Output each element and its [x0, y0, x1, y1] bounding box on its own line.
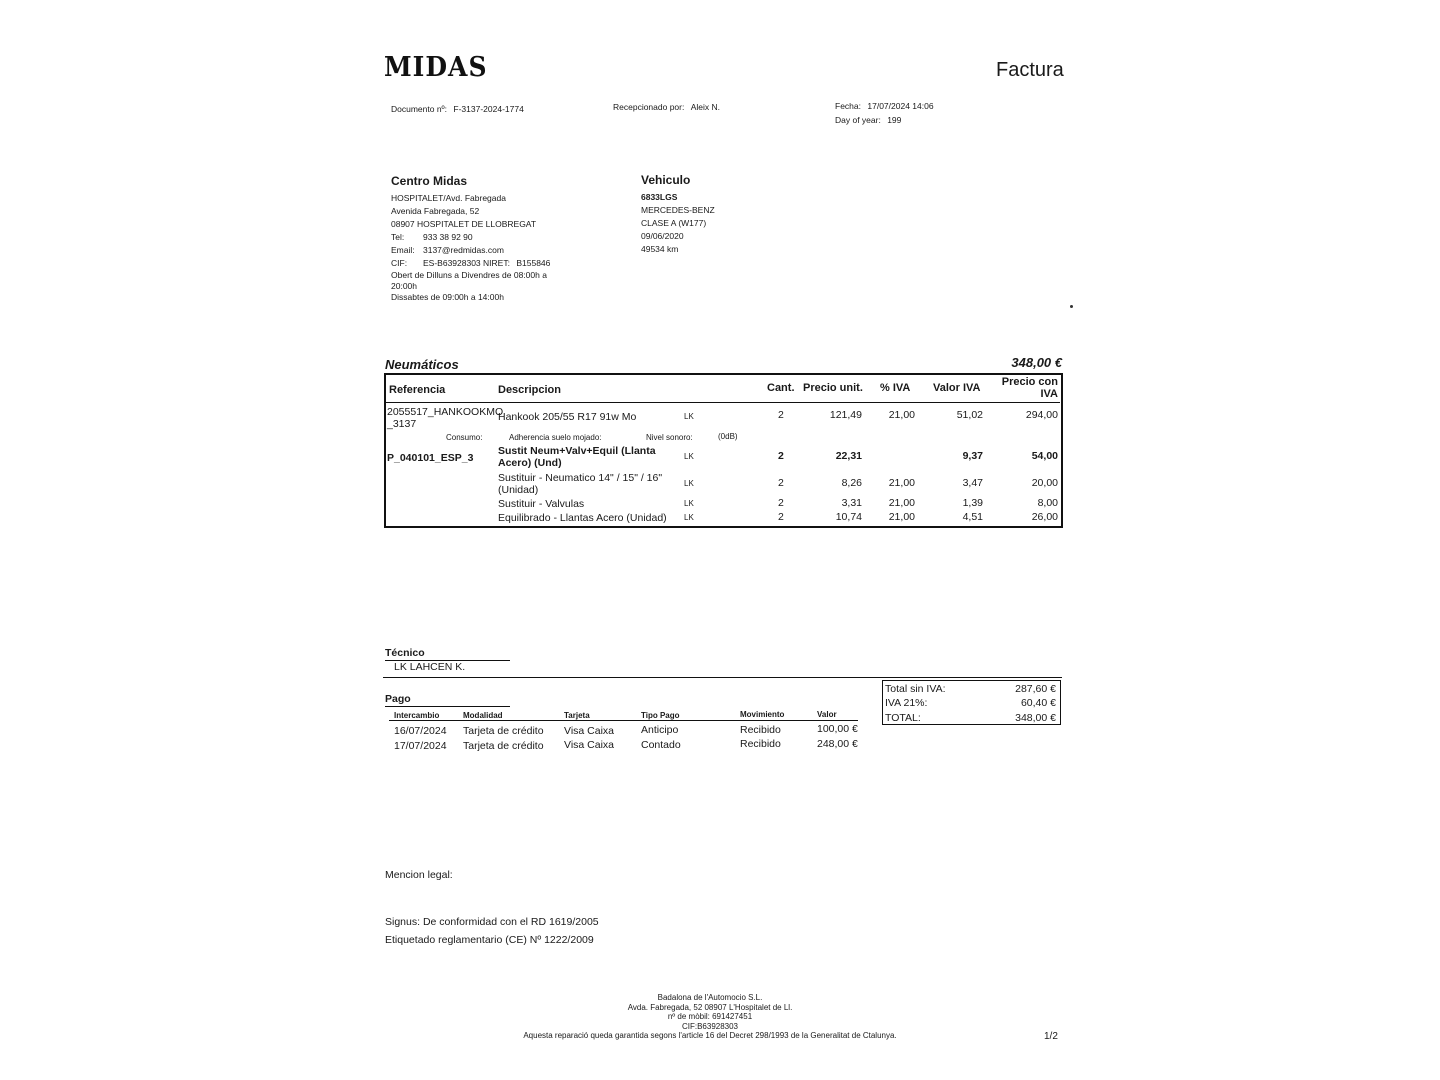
header-qty: Cant.	[767, 382, 795, 394]
vehicle-model: CLASE A (W177)	[641, 218, 707, 228]
header-price-with-vat	[990, 376, 1058, 400]
niret-label: NIRET:	[483, 258, 510, 268]
page-number: 1/2	[1044, 1031, 1058, 1042]
invoice-date-label: Fecha:	[835, 101, 861, 111]
header-vat-value: Valor IVA	[933, 382, 981, 394]
legal-label: Etiquetado reglamentario (CE) Nº 1222/2009	[385, 934, 594, 946]
cif-value: ES-B63928303	[423, 258, 481, 268]
row4-total: 8,00	[1037, 497, 1058, 509]
row1-total: 294,00	[1025, 409, 1058, 421]
legal-signus: Signus: De conformidad con el RD 1619/2005	[385, 916, 599, 928]
total-net-value: 287,60 €	[1015, 683, 1056, 695]
document-title: Factura	[996, 59, 1064, 81]
footer-company: Badalona de l'Automocio S.L.	[657, 993, 763, 1002]
pay1-type: Anticipo	[641, 724, 679, 736]
header-unit-price: Precio unit.	[803, 382, 863, 394]
pay-header-card: Tarjeta	[564, 711, 590, 720]
payment-header-divider	[389, 720, 858, 721]
header-vat-pct: % IVA	[880, 382, 911, 394]
row4-vat-pct: 21,00	[888, 497, 915, 509]
scan-speck	[1070, 305, 1073, 308]
row4-desc: Sustituir - Valvulas	[498, 498, 585, 510]
row4-unit: 3,31	[841, 497, 862, 509]
pay-header-exchange: Intercambio	[394, 711, 440, 720]
row1-unit: 121,49	[829, 409, 862, 421]
row3-desc-line2: (Unidad)	[498, 483, 539, 496]
row2-unit: 22,31	[835, 450, 862, 462]
row1-qty: 2	[778, 409, 784, 421]
center-line1: HOSPITALET/Avd. Fabregada	[391, 193, 506, 203]
row3-vat-val: 3,47	[962, 477, 983, 489]
row5-vat-pct: 21,00	[888, 511, 915, 523]
header-desc: Descripcion	[498, 384, 561, 396]
total-label: TOTAL:	[885, 712, 921, 724]
row3-desc-line1: Sustituir - Neumatico 14" / 15" / 16"	[498, 472, 663, 484]
vehicle-make: MERCEDES-BENZ	[641, 205, 715, 215]
tyre-db: (0dB)	[718, 432, 738, 441]
footer-warranty: Aquesta reparació queda garantida segons l'article 16 del Decret 298/1993 de la Generalitat de Ctalunya.	[523, 1031, 897, 1041]
row1-ref-line2: _3137	[387, 418, 417, 430]
total-net-label: Total sin IVA:	[885, 683, 946, 695]
center-line2: Avenida Fabregada, 52	[391, 206, 480, 216]
pay2-date: 17/07/2024	[394, 740, 447, 752]
midas-logo: MIDAS	[384, 50, 488, 83]
section-title: Neumáticos	[385, 357, 459, 372]
row3-total: 20,00	[1031, 477, 1058, 489]
day-of-year-value: 199	[887, 115, 902, 125]
technician-divider	[383, 677, 1062, 678]
center-hours3: Dissabtes de 09:00h a 14:00h	[391, 292, 504, 302]
row5-vat-val: 4,51	[962, 511, 983, 523]
header-price-with-vat-line2: IVA	[1040, 388, 1058, 400]
pay1-value: 100,00 €	[817, 723, 858, 735]
header-ref: Referencia	[389, 384, 446, 396]
tel-label: Tel:	[391, 232, 405, 242]
tyre-adherencia: Adherencia suelo mojado:	[509, 433, 602, 442]
center-tel	[391, 231, 571, 244]
center-cif	[391, 257, 571, 270]
legal-mention: Mencion legal:	[385, 869, 453, 881]
tyre-nivel: Nivel sonoro:	[646, 433, 693, 442]
row5-total: 26,00	[1031, 511, 1058, 523]
pay-header-mode: Modalidad	[463, 711, 503, 720]
center-address	[391, 192, 571, 303]
row2-ref: P_040101_ESP_3	[387, 452, 474, 464]
footer-cif: CIF:B63928303	[681, 1021, 739, 1031]
footer-address: Avda. Fabregada, 52 08907 L'Hospitalet de Ll.	[627, 1002, 793, 1012]
technician-name: LK LAHCEN K.	[394, 661, 466, 673]
row1-vat-pct: 21,00	[888, 409, 915, 421]
niret-value: B155846	[516, 258, 551, 268]
row2-desc	[498, 445, 656, 469]
payment-label: Pago	[385, 693, 510, 707]
day-of-year	[835, 115, 901, 125]
received-by-value: Aleix N.	[690, 102, 721, 112]
row5-unit: 10,74	[835, 511, 862, 523]
total-vat-value: 60,40 €	[1020, 697, 1056, 709]
row1-desc: Hankook 205/55 R17 91w Mo	[498, 411, 637, 423]
center-hours2: 20:00h	[391, 280, 417, 291]
email-value: 3137@redmidas.com	[423, 245, 504, 255]
total-vat-label: IVA 21%:	[885, 697, 928, 709]
row5-tech: LK	[684, 513, 694, 522]
invoice-date	[835, 101, 934, 111]
row1-ref-line1: 2055517_HANKOOKMO	[387, 406, 504, 418]
row3-vat-pct: 21,00	[888, 477, 915, 489]
vehicle-date: 09/06/2020	[641, 231, 684, 241]
row1-ref	[387, 406, 503, 430]
footer-mobile: nº de mòbil: 691427451	[667, 1012, 753, 1022]
row3-unit: 8,26	[841, 477, 862, 489]
pay1-card: Visa Caixa	[564, 725, 614, 737]
technician-label: Técnico	[385, 647, 510, 661]
row3-desc	[498, 473, 662, 496]
row3-tech: LK	[684, 479, 694, 488]
row4-vat-val: 1,39	[962, 497, 983, 509]
email-label: Email:	[391, 245, 415, 255]
vehicle-plate: 6833LGS	[641, 192, 678, 202]
row1-vat-val: 51,02	[956, 409, 983, 421]
pay-header-type: Tipo Pago	[641, 711, 680, 720]
row4-tech: LK	[684, 499, 694, 508]
pay1-mode: Tarjeta de crédito	[463, 725, 544, 737]
center-email	[391, 244, 571, 257]
row2-tech: LK	[684, 452, 694, 461]
day-of-year-label: Day of year:	[835, 115, 881, 125]
items-header-divider	[386, 402, 1060, 403]
vehicle-info	[641, 191, 715, 256]
cif-label: CIF:	[391, 258, 408, 268]
invoice-date-value: 17/07/2024 14:06	[867, 101, 934, 111]
tyre-consumo: Consumo:	[446, 433, 483, 442]
pay1-movement: Recibido	[740, 724, 781, 736]
vehicle-km: 49534 km	[641, 244, 679, 254]
row2-qty: 2	[778, 450, 784, 462]
pay2-type: Contado	[641, 739, 681, 751]
received-by-label: Recepcionado por:	[613, 102, 685, 112]
document-number-value: F-3137-2024-1774	[453, 104, 524, 114]
pay-header-movement: Movimiento	[740, 710, 785, 719]
footer	[480, 993, 940, 1041]
pay2-card: Visa Caixa	[564, 739, 614, 751]
tel-value: 933 38 92 90	[423, 232, 473, 242]
row3-qty: 2	[778, 477, 784, 489]
row1-tech: LK	[684, 412, 694, 421]
received-by	[613, 102, 720, 112]
row4-qty: 2	[778, 497, 784, 509]
pay2-value: 248,00 €	[817, 738, 858, 750]
header-price-with-vat-line1: Precio con	[1001, 376, 1058, 388]
total-value: 348,00 €	[1015, 712, 1056, 724]
center-line3: 08907 HOSPITALET DE LLOBREGAT	[391, 219, 537, 229]
document-number	[391, 104, 524, 114]
document-number-label: Documento nº:	[391, 104, 448, 114]
pay-header-value: Valor	[817, 710, 837, 719]
row5-desc: Equilibrado - Llantas Acero (Unidad)	[498, 512, 667, 524]
row2-desc-line2: Acero) (Und)	[498, 457, 562, 469]
vehicle-title: Vehiculo	[641, 173, 691, 187]
pay1-date: 16/07/2024	[394, 725, 447, 737]
pay2-movement: Recibido	[740, 738, 781, 750]
center-hours1: Obert de Dilluns a Divendres de 08:00h a	[391, 270, 547, 280]
row2-vat-val: 9,37	[962, 450, 983, 462]
row5-qty: 2	[778, 511, 784, 523]
pay2-mode: Tarjeta de crédito	[463, 740, 544, 752]
section-total: 348,00 €	[1011, 355, 1062, 370]
row2-desc-line1: Sustit Neum+Valv+Equil (Llanta	[498, 445, 656, 457]
center-title: Centro Midas	[391, 174, 468, 188]
row2-total: 54,00	[1031, 450, 1058, 462]
